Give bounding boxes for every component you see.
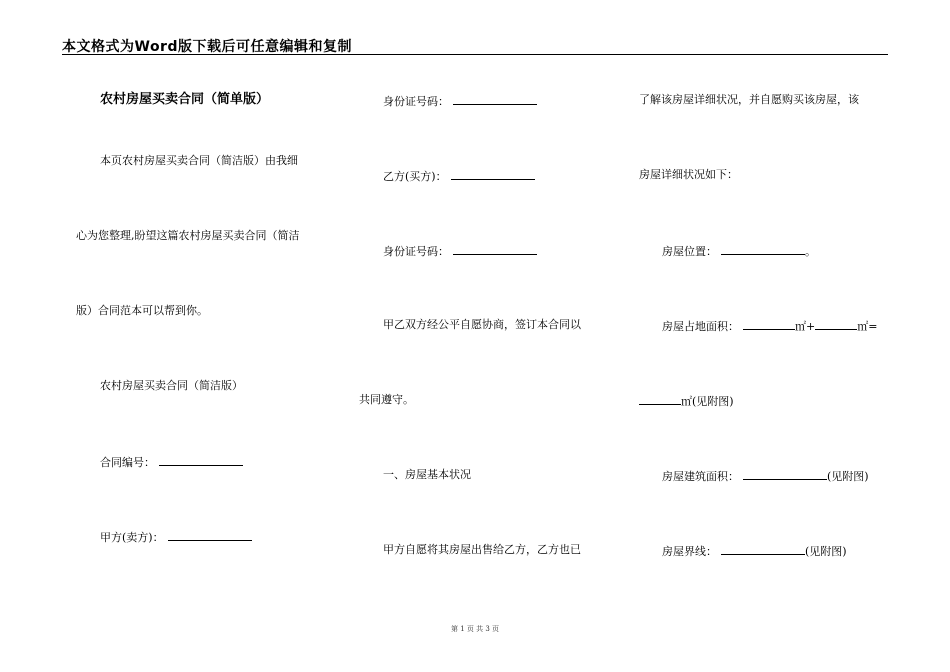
party-b-label: 乙方(买方)： [383,170,447,183]
sale-line: 甲方自愿将其房屋出售给乙方，乙方也已 [383,543,581,556]
contract-number-row [100,454,243,470]
land-area-result: ㎡(见附图) [681,395,734,408]
id-a-label: 身份证号码： [383,95,449,108]
document-title: 农村房屋买卖合同（简单版） [100,92,270,107]
location-row [662,243,816,259]
land-area-row [662,318,877,334]
intro-line-2: 心为您整理,盼望这篇农村房屋买卖合同（简洁 [76,229,300,242]
building-area-blank[interactable] [743,468,827,480]
boundary-note: (见附图) [805,545,847,558]
id-b-row [383,243,537,259]
id-a-blank[interactable] [453,93,537,105]
building-area-note: (见附图) [827,470,869,483]
section-1-heading: 一、房屋基本状况 [383,468,471,481]
id-b-blank[interactable] [453,243,537,255]
page-footer: 第 1 页 共 3 页 [450,625,500,633]
contract-subtitle: 农村房屋买卖合同（简洁版） [100,379,243,392]
party-b-row [383,168,535,184]
land-area-unit-equals: ㎡= [857,320,878,333]
location-blank[interactable] [721,243,805,255]
boundary-label: 房屋界线： [662,545,717,558]
location-label: 房屋位置： [662,245,717,258]
party-a-blank[interactable] [168,529,252,541]
knowledge-line-2: 房屋详细状况如下： [639,168,738,181]
land-area-blank-1[interactable] [743,318,795,330]
party-b-blank[interactable] [451,168,535,180]
land-area-label: 房屋占地面积： [662,320,739,333]
id-b-label: 身份证号码： [383,245,449,258]
land-area-total-blank[interactable] [639,393,681,405]
boundary-blank[interactable] [721,543,805,555]
document-header [62,34,888,55]
party-a-label: 甲方(卖方)： [100,531,164,544]
building-area-label: 房屋建筑面积： [662,470,739,483]
header-text: 本文格式为Word版下载后可任意编辑和复制 [62,39,352,55]
land-area-blank-2[interactable] [815,318,857,330]
land-area-unit-plus: ㎡+ [795,320,816,333]
land-area-result-row [639,393,734,409]
id-a-row [383,93,537,109]
intro-line-1: 本页农村房屋买卖合同（简洁版）由我细 [100,154,298,167]
building-area-row [662,468,869,484]
party-a-row [100,529,252,545]
contract-number-blank[interactable] [159,454,243,466]
contract-number-label: 合同编号： [100,456,155,469]
agreement-line-2: 共同遵守。 [359,393,414,406]
location-end: 。 [805,245,816,258]
knowledge-line-1: 了解该房屋详细状况，并自愿购买该房屋，该 [639,93,859,106]
agreement-line-1: 甲乙双方经公平自愿协商，签订本合同以 [383,318,581,331]
intro-line-3: 版）合同范本可以帮到你。 [76,304,208,317]
boundary-row [662,543,847,559]
